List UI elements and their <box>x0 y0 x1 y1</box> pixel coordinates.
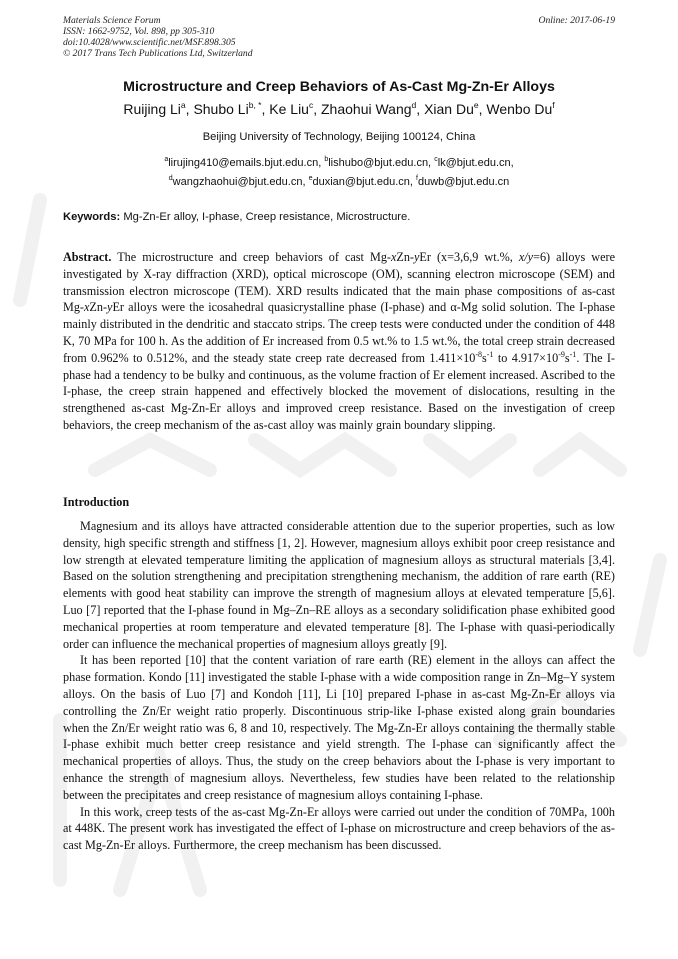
abstract-exponent: -1 <box>486 349 494 359</box>
intro-paragraph: Magnesium and its alloys have attracted considerable attention due to the superior properties, such as low density, high specific strength and stiffness [1, 2]. However, magnesium alloys exhibit poor creep resistance and low strength at elevated temperature limiting the application of magnesium alloys as structural materials [3,4]. Based on the solution strengthening and precipitation strengthening mechanism, the addition of rare earth (RE) elements with good heat stability can improve the strength of magnesium alloys at elevated temperature [5,6]. Luo [7] reported that the I-phase found in Mg–Zn–RE alloys as a secondary solidification phase exhibited good mechanical properties at room temperature and elevated temperature [8]. The I-phase with quasi-periodically order can influence the mechanical properties of magnesium alloys greatly [9]. <box>63 519 615 651</box>
author-sup: a <box>180 100 186 110</box>
doi-line: doi:10.4028/www.scientific.net/MSF.898.305 <box>63 37 236 48</box>
author-name: Zhaohui Wang <box>321 101 412 117</box>
author-sup: c <box>308 100 314 110</box>
email-sup: a <box>164 156 169 163</box>
abstract-text: . The I-phase had a tendency to be bulky and continuous, as the volume fraction of Er element increased. Ascribed to the I-phase, the creep strain happened and effectively blocked the movement of dislocations, resulting in the strengthened as-cast Mg-Zn-Er alloys and improved creep resistance. Based on the investigation of creep behaviors, the creep mechanism of the as-cast alloy was mainly grain boundary slipping. <box>63 350 615 432</box>
keywords <box>63 211 623 223</box>
abstract-text: s <box>482 350 487 365</box>
journal-header <box>63 15 423 59</box>
email-sup: c <box>434 156 438 163</box>
abstract-var: x <box>390 250 397 264</box>
email-link[interactable]: duxian@bjut.edu.cn, <box>312 176 413 188</box>
author-name: Shubo Li <box>193 101 249 117</box>
abstract-text: Zn- <box>89 300 108 315</box>
abstract-text: to 4.917×10 <box>493 350 559 365</box>
affiliation: Beijing University of Technology, Beijing 100124, China <box>202 131 476 143</box>
author-sep: , <box>313 101 321 117</box>
abstract-var: x/y <box>518 250 534 264</box>
email-sup: e <box>308 175 313 182</box>
abstract-var: x <box>84 300 90 315</box>
author-name: Ke Liu <box>269 101 309 117</box>
copyright-line: © 2017 Trans Tech Publications Ltd, Switzerland <box>63 48 253 59</box>
author-name: Wenbo Du <box>486 101 553 117</box>
abstract-text: Er (x=3,6,9 wt.%, <box>419 250 519 264</box>
author-sup: e <box>473 100 479 110</box>
abstract-text: =6) alloys were investigated by X-ray diffraction (XRD), optical microscope (OM), scanning electron microscope (SEM) and transmission electron microscope (TEM). XRD results indicated that the main phase compositions of as-cast Mg- <box>63 250 615 315</box>
abstract-text: s <box>564 350 570 365</box>
email-line-1 <box>40 154 638 173</box>
abstract-exponent: -8 <box>475 349 483 359</box>
issn-line: ISSN: 1662-9752, Vol. 898, pp 305-310 <box>63 26 215 37</box>
intro-paragraph: It has been reported [10] that the content variation of rare earth (RE) element in the alloys can affect the phase formation. Kondo [11] investigated the stable I-phase with a wide composition range in Zn–Mg–Y system alloys. On the basis of Luo [7] and Kondoh [11], Li [10] prepared I-phase in as-cast Mg-Zn-Er alloys via controlling the Zn/Er weight ratio properly. Discontinuous strip-like I-phase existed along grain boundaries when the Zn/Er weight ratio was 6, 8 and 10, respectively. The Mg-Zn-Er alloys containing the thermally stable I-phase exhibit much better creep resistance and yield strength. The I-phase can significantly affect the mechanical properties of alloys. Thus, the study on the creep behaviors about the I-phase is very important to enhance the strength of magnesium alloys. Nevertheless, few studies have been related to the relationship between the precipitates and creep resistance of magnesium alloys containing I-phase. <box>63 653 615 802</box>
paper-title: Microstructure and Creep Behaviors of As-Cast Mg-Zn-Er Alloys <box>123 79 555 95</box>
abstract-exponent: -1 <box>569 349 577 359</box>
author-name: Xian Du <box>424 101 474 117</box>
abstract-exponent: -9 <box>558 349 565 359</box>
email-sup: b <box>324 156 329 163</box>
author-sep: , <box>185 101 194 117</box>
email-sup: f <box>416 175 418 182</box>
email-link[interactable]: lirujing410@emails.bjut.edu.cn, <box>168 157 322 169</box>
abstract-text: Zn- <box>396 250 414 264</box>
abstract-text: The microstructure and creep behaviors of cast Mg- <box>117 250 391 264</box>
email-sup: d <box>168 175 173 182</box>
keywords-text: Mg-Zn-Er alloy, I-phase, Creep resistance, Microstructure. <box>123 211 411 223</box>
introduction-body <box>63 518 615 854</box>
author-name: Ruijing Li <box>123 101 181 117</box>
journal-name: Materials Science Forum <box>63 15 161 26</box>
author-sep: , <box>416 101 425 117</box>
abstract <box>63 249 615 434</box>
abstract-label: Abstract. <box>63 250 112 264</box>
author-sup: b, * <box>248 100 262 110</box>
section-heading-introduction: Introduction <box>63 495 130 509</box>
email-link[interactable]: wangzhaohui@bjut.edu.cn, <box>172 176 306 188</box>
email-list <box>40 154 638 192</box>
author-list <box>30 101 648 117</box>
author-sep: , <box>261 101 270 117</box>
email-link[interactable]: lk@bjut.edu.cn, <box>437 157 514 169</box>
author-sep: , <box>478 101 487 117</box>
author-sup: f <box>552 100 555 110</box>
abstract-var: y <box>414 250 420 264</box>
keywords-label: Keywords: <box>63 211 121 223</box>
intro-paragraph: In this work, creep tests of the as-cast Mg-Zn-Er alloys were carried out under the condition of 70MPa, 100h at 448K. The present work has investigated the effect of I-phase on microstructure and creep behaviors of the as-cast Mg-Zn-Er alloys. Furthermore, the creep mechanism has been discussed. <box>63 804 615 853</box>
online-date: Online: 2017-06-19 <box>538 15 615 26</box>
email-link[interactable]: duwb@bjut.edu.cn <box>417 176 510 188</box>
abstract-text: Er alloys were the icosahedral quasicrystalline phase (I-phase) and α-Mg solid solution. The I-phase mainly distributed in the dendritic and staccato strips. The creep tests were conducted under the condition of 448 K, 70 MPa for 100 h. As the addition of Er increased from 0.5 wt.% to 1.5 wt.%, the total creep strain decreased from 0.962% to 0.512%, and the steady state creep rate decreased from 1.411×10 <box>63 300 615 365</box>
author-sup: d <box>411 100 417 110</box>
abstract-var: y <box>107 300 113 315</box>
email-link[interactable]: lishubo@bjut.edu.cn, <box>328 157 432 169</box>
email-line-2 <box>40 173 638 192</box>
